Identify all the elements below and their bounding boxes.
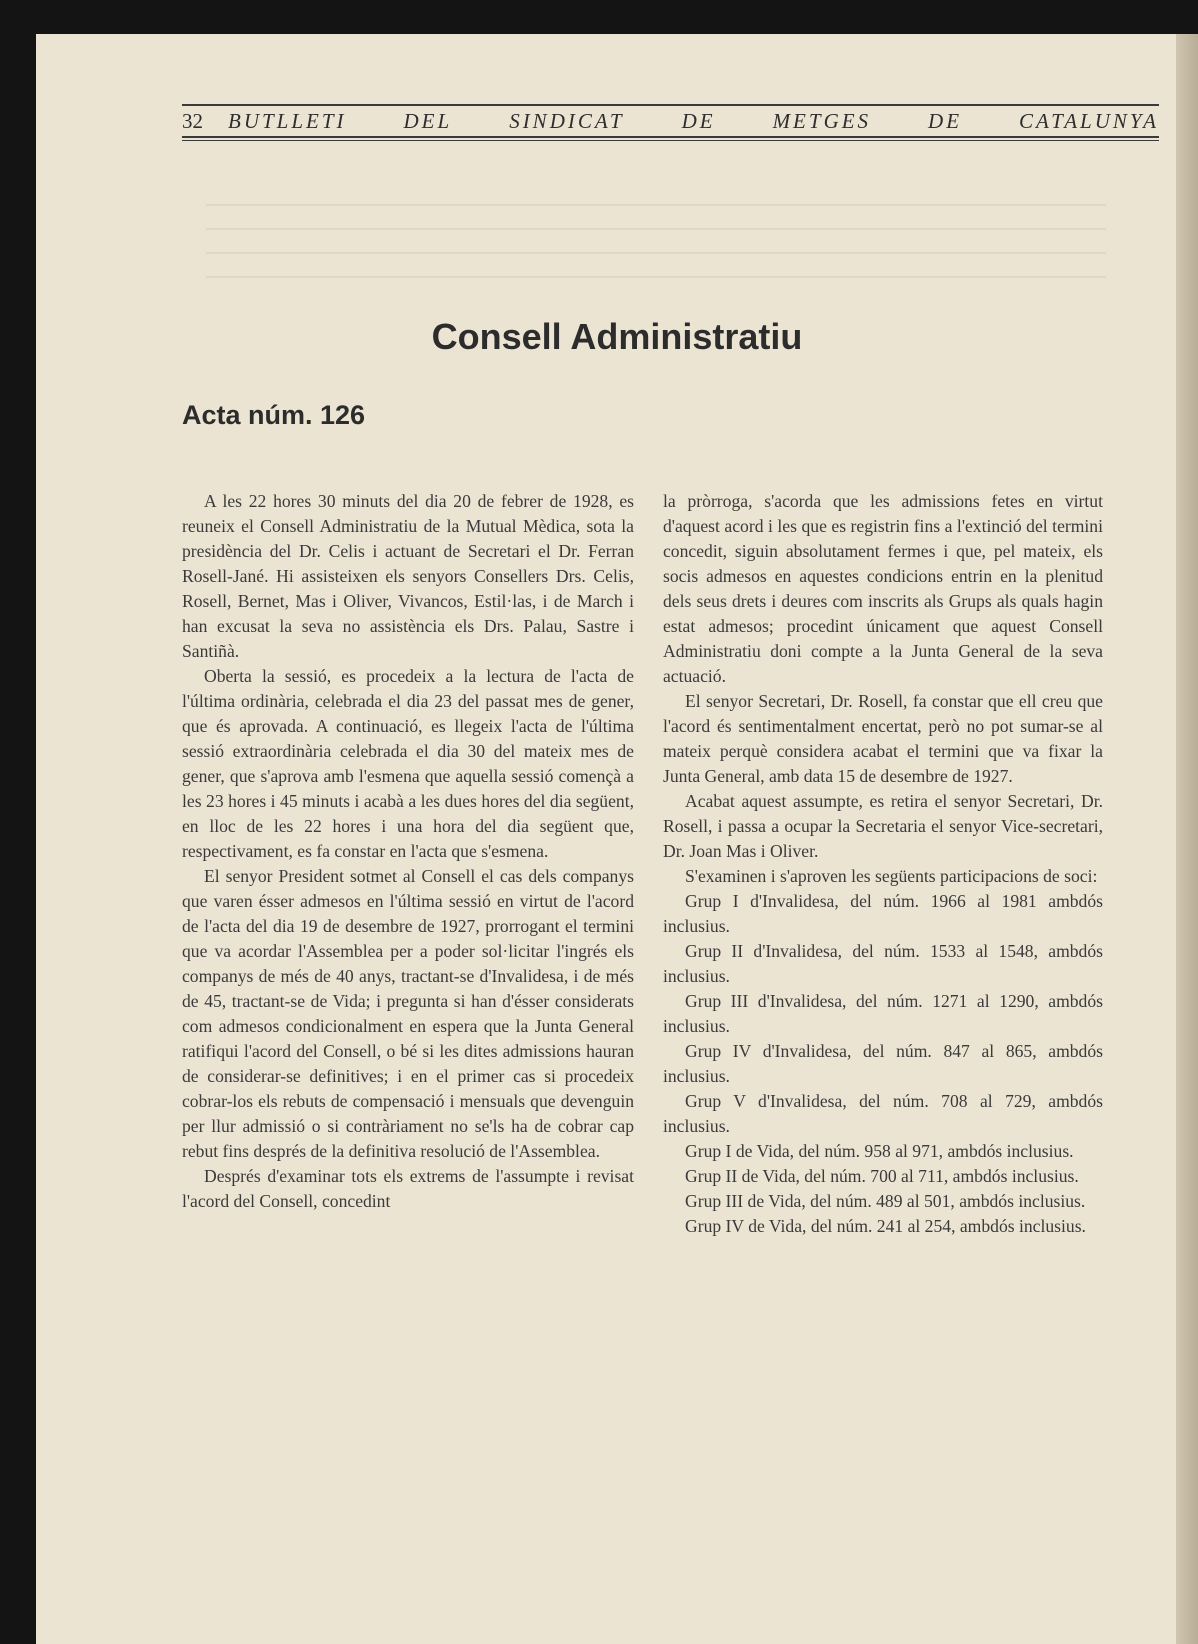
header-rule-thin — [182, 140, 1159, 141]
list-item: Grup V d'Invalidesa, del núm. 708 al 729, ambdós inclusius. — [663, 1091, 1103, 1136]
running-head — [182, 104, 1159, 141]
section-heading: Acta núm. 126 — [182, 400, 366, 430]
paragraph: El senyor Secretari, Dr. Rosell, fa constar que ell creu que l'acord és sentimentalment encertat, però no pot sumar-se al mateix perquè considera acabat el termini que va fixar la Junta General, amb data 15 de desembre de 1927. — [663, 691, 1103, 786]
journal-title-word: DE — [681, 109, 716, 133]
journal-title-word: DEL — [403, 109, 453, 133]
page-number: 32 — [182, 109, 203, 133]
paragraph-continuation: la pròrroga, s'acorda que les admissions fetes en virtut d'aquest acord i les que es registrin fins a l'extinció del termini concedit, siguin absolutament fermes i que, pel mateix, els socis admesos en aquestes condicions entrin en la plenitud dels seus drets i deures com inscrits als Grups als quals hagin estat admesos; procedint únicament que aquest Consell Administratiu doni compte a la Junta General de la seva actuació. — [663, 491, 1103, 686]
show-through-text — [206, 204, 1106, 294]
journal-title-word: DE — [928, 109, 963, 133]
header-rule-bottom — [182, 136, 1159, 138]
running-head-row — [182, 106, 1159, 136]
document-page — [36, 34, 1198, 1644]
list-item: Grup III d'Invalidesa, del núm. 1271 al 1290, ambdós inclusius. — [663, 991, 1103, 1036]
paragraph: S'examinen i s'aproven les següents participacions de soci: — [685, 866, 1098, 886]
list-item: Grup IV d'Invalidesa, del núm. 847 al 865, ambdós inclusius. — [663, 1041, 1103, 1086]
journal-title-word: METGES — [772, 109, 872, 133]
paragraph: El senyor President sotmet al Consell el cas dels companys que varen ésser admesos en l'última sessió en virtut de l'acord de l'acta del dia 19 de desembre de 1927, prorrogant el termini que va acordar l'Assemblea per a poder sol·licitar l'ingrés els companys de més de 40 anys, tractant-se d'Invalidesa, i de més de 45, tractant-se de Vida; i pregunta si han d'ésser considerats com admesos condicionalment en espera que la Junta General ratifiqui l'acord del Consell, o bé si les dites admissions hauran de considerar-se definitives; i en el primer cas si procedeix cobrar-los els rebuts de compensació i mensuals que devenguin per llur admissió o si contràriament no se'ls ha de cobrar cap rebut fins després de la definitiva resolució de l'Assemblea. — [182, 866, 634, 1161]
list-item: Grup II d'Invalidesa, del núm. 1533 al 1548, ambdós inclusius. — [663, 941, 1103, 986]
list-item: Grup II de Vida, del núm. 700 al 711, ambdós inclusius. — [685, 1166, 1079, 1186]
list-item: Grup I de Vida, del núm. 958 al 971, ambdós inclusius. — [685, 1141, 1074, 1161]
paragraph: Després d'examinar tots els extrems de l'assumpte i revisat l'acord del Consell, concedint — [182, 1166, 634, 1211]
paragraph: Acabat aquest assumpte, es retira el senyor Secretari, Dr. Rosell, i passa a ocupar la Secretaria el senyor Vice-secretari, Dr. Joan Mas i Oliver. — [663, 791, 1103, 861]
article-title: Consell Administratiu — [431, 316, 803, 357]
journal-title — [228, 109, 1159, 134]
journal-title-word: BUTLLETI — [228, 109, 347, 133]
journal-title-word: SINDICAT — [509, 109, 625, 133]
right-column — [663, 489, 1103, 1239]
paragraph: A les 22 hores 30 minuts del dia 20 de febrer de 1928, es reuneix el Consell Administratiu de la Mutual Mèdica, sota la presidència del Dr. Celis i actuant de Secretari el Dr. Ferran Rosell-Jané. Hi assisteixen els senyors Consellers Drs. Celis, Rosell, Bernet, Mas i Oliver, Vivancos, Estil·las, i de March i han excusat la seva no assistència els Drs. Palau, Sastre i Santiñà. — [182, 491, 634, 661]
paragraph: Oberta la sessió, es procedeix a la lectura de l'acta de l'última ordinària, celebrada el dia 23 del passat mes de gener, que és aprovada. A continuació, es llegeix l'acta de l'última sessió extraordinària celebrada el dia 30 del mateix mes de gener, que s'aprova amb l'esmena que aquella sessió començà a les 23 hores i 45 minuts i acabà a les dues hores del dia següent, en lloc de les 22 hores i una hora del dia següent que, respectivament, es fa constar en l'acta que s'esmena. — [182, 666, 634, 861]
list-item: Grup IV de Vida, del núm. 241 al 254, ambdós inclusius. — [685, 1216, 1086, 1236]
list-item: Grup III de Vida, del núm. 489 al 501, ambdós inclusius. — [685, 1191, 1086, 1211]
page-edge — [1176, 34, 1198, 1644]
journal-title-word: CATALUNYA — [1019, 109, 1159, 133]
list-item: Grup I d'Invalidesa, del núm. 1966 al 1981 ambdós inclusius. — [663, 891, 1103, 936]
left-column — [182, 489, 634, 1214]
